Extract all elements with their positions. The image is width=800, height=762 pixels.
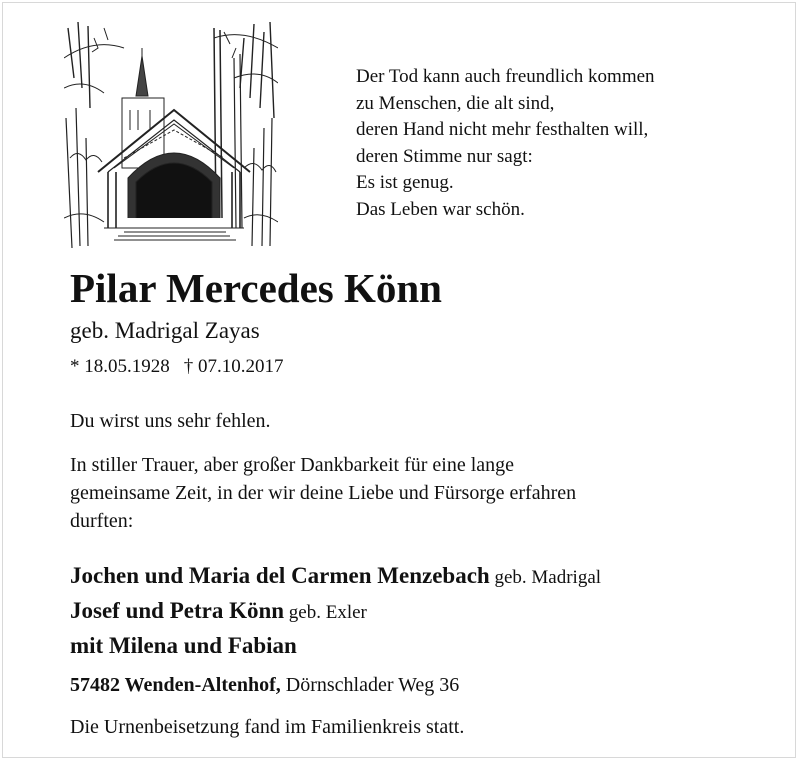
poem-line: deren Hand nicht mehr festhalten will, <box>356 119 649 140</box>
mourners-list <box>70 560 790 665</box>
poem-line: Der Tod kann auch freundlich kommen <box>356 66 655 87</box>
mourner-note: geb. Exler <box>284 602 367 623</box>
deceased-name: Pilar Mercedes Könn <box>70 265 442 311</box>
mourner-names: mit Milena und Fabian <box>70 633 297 658</box>
mourner-names: Josef und Petra Könn <box>70 598 285 623</box>
life-dates <box>70 356 284 378</box>
mourner-entry <box>70 560 790 595</box>
closing-note: Die Urnenbeisetzung fand im Familienkreis statt. <box>70 716 465 738</box>
farewell-message: Du wirst uns sehr fehlen. <box>70 410 271 432</box>
poem-line: zu Menschen, die alt sind, <box>356 92 555 114</box>
intro-line: gemeinsame Zeit, in der wir deine Liebe und Fürsorge erfahren <box>70 482 577 504</box>
mourner-entry <box>70 595 790 630</box>
mourner-entry <box>70 630 790 665</box>
mourning-intro <box>70 451 760 535</box>
poem-line: deren Stimme nur sagt: <box>356 145 533 167</box>
poem <box>356 64 655 223</box>
poem-line: Es ist genug. <box>356 172 454 193</box>
intro-line: durften: <box>70 510 134 532</box>
address-city: 57482 Wenden-Altenhof, <box>70 674 281 696</box>
mourner-names: Jochen und Maria del Carmen Menzebach <box>70 563 490 588</box>
poem-line: Das Leben war schön. <box>356 198 525 220</box>
birth-name: geb. Madrigal Zayas <box>70 318 260 343</box>
birth-date: * 18.05.1928 <box>70 356 170 377</box>
address-street: Dörnschlader Weg 36 <box>280 674 460 696</box>
chapel-sketch-icon <box>64 18 278 248</box>
death-date: † 07.10.2017 <box>183 356 284 377</box>
intro-line: In stiller Trauer, aber großer Dankbarkeit für eine lange <box>70 454 515 476</box>
address <box>70 674 459 697</box>
mourner-note: geb. Madrigal <box>489 567 602 588</box>
